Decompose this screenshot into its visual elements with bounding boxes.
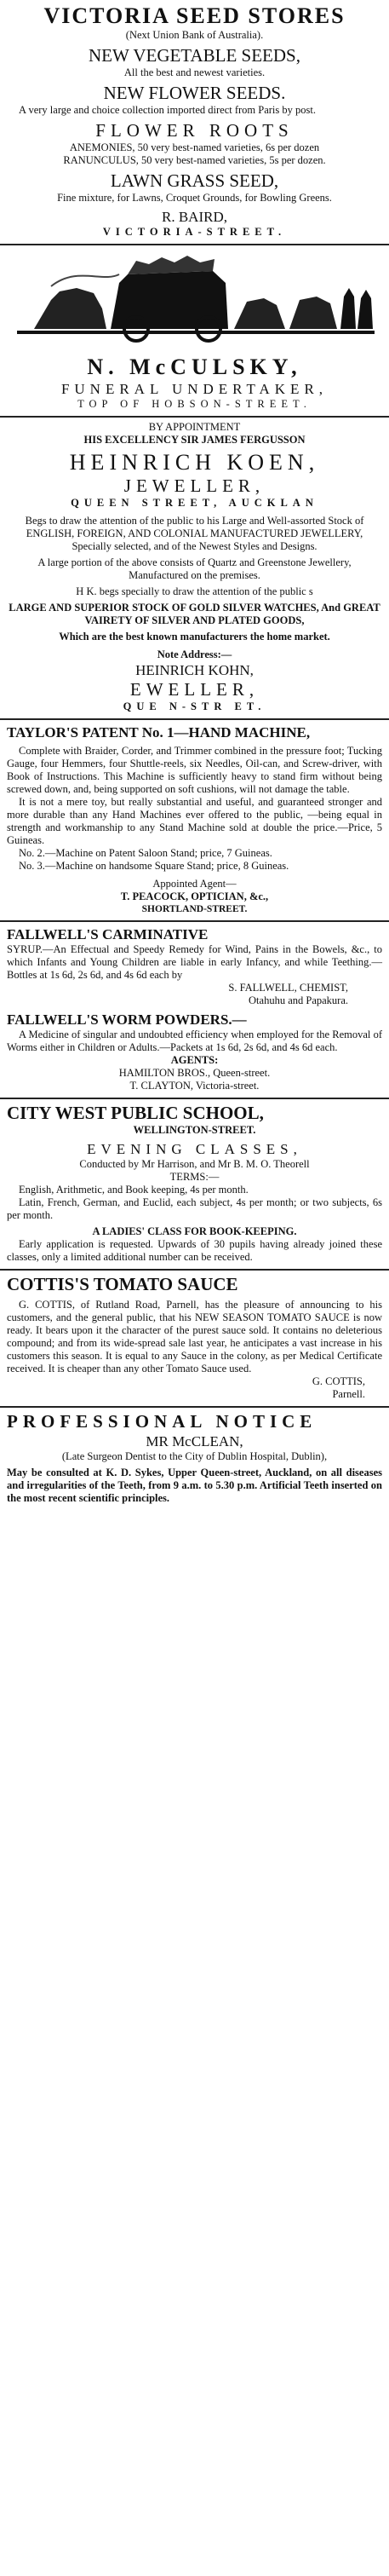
body-text: SYRUP.—An Effectual and Speedy Remedy for Wind, Pains in the Bowels, &c., to which Infants and Young Children are liable in early Infancy, and while Teething.—Bottles at 1s 6d, 2s 6d, and 4s 6d each by bbox=[7, 943, 382, 981]
section-heading: NEW VEGETABLE SEEDS, bbox=[89, 45, 300, 66]
seller-place: Otahuhu and Papakura. bbox=[249, 994, 348, 1006]
ad-title: TAYLOR'S PATENT No. 1—HAND MACHINE, bbox=[7, 724, 311, 741]
agent-label: Appointed Agent— bbox=[152, 878, 237, 890]
body-text: It is not a mere toy, but really substantial and useful, and guaranteed stronger and more durable than any Hand Machines ever offered to the public, —being equal in strength and workmanship to any Stand Machine sold at double the price.—Price, 5 Guineas. bbox=[7, 796, 382, 846]
patron-line: HIS EXCELLENCY SIR JAMES FERGUSSON bbox=[83, 434, 306, 446]
ad-title: CITY WEST PUBLIC SCHOOL, bbox=[7, 1103, 264, 1123]
ad-undertaker bbox=[0, 351, 389, 418]
ad-title: VICTORIA SEED STORES bbox=[43, 3, 346, 28]
ad-trade: JEWELLER, bbox=[123, 475, 266, 496]
ad-taylor-patent bbox=[0, 720, 389, 922]
ad-title: N. McCULSKY, bbox=[87, 354, 302, 379]
section-heading: NEW FLOWER SEEDS. bbox=[103, 83, 286, 103]
body-text: H K. begs specially to draw the attention of the public s bbox=[76, 585, 313, 597]
agent-street: SHORTLAND-STREET. bbox=[141, 904, 248, 914]
body-text: Begs to draw the attention of the public to his Large and Well-assorted Stock of ENGLISH, FOREIGN, AND COLONIAL MANUFACTURED JEWELLERY, Specially selected, and of the Newest Styles and Designs. bbox=[25, 515, 364, 552]
ad-title: HEINRICH KOEN, bbox=[69, 450, 320, 475]
body-text: Which are the best known manufacturers the home market. bbox=[59, 631, 330, 643]
agent-line: HAMILTON BROS., Queen-street. bbox=[118, 1067, 271, 1079]
ad-title: COTTIS'S TOMATO SAUCE bbox=[7, 1274, 238, 1294]
street-address: WELLINGTON-STREET. bbox=[133, 1124, 256, 1136]
section-text: All the best and newest varieties. bbox=[123, 66, 266, 78]
signature-name: G. COTTIS, bbox=[312, 1375, 365, 1387]
body-text: No. 3.—Machine on handsome Square Stand; price, 8 Guineas. bbox=[19, 860, 289, 872]
body-text: Conducted by Mr Harrison, and Mr B. M. O. Theorell bbox=[79, 1158, 310, 1170]
section-heading: FALLWELL'S WORM POWDERS.— bbox=[7, 1011, 247, 1028]
address-trade: EWELLER, bbox=[129, 679, 260, 700]
agent-line: T. CLAYTON, Victoria-street. bbox=[129, 1080, 260, 1092]
ad-title: FALLWELL'S CARMINATIVE bbox=[7, 926, 209, 942]
ad-koen-jeweller bbox=[0, 418, 389, 720]
proprietor-name: R. BAIRD, bbox=[162, 209, 227, 225]
ad-trade: FUNERAL UNDERTAKER, bbox=[60, 381, 329, 397]
address-name: HEINRICH KOHN, bbox=[135, 662, 254, 678]
body-text: Latin, French, German, and Euclid, each subject, 4s per month; or two subjects, 6s per month. bbox=[7, 1196, 382, 1221]
agents-label: AGENTS: bbox=[170, 1054, 219, 1066]
funeral-hearse-woodcut bbox=[0, 249, 389, 348]
section-text: RANUNCULUS, 50 very best-named varieties, 5s per dozen. bbox=[63, 154, 326, 166]
body-text: LARGE AND SUPERIOR STOCK OF GOLD SILVER WATCHES, And GREAT VAIRETY OF SILVER AND PLATED GOODS, bbox=[9, 602, 380, 626]
section-heading: FLOWER ROOTS bbox=[95, 120, 294, 141]
seller-name: S. FALLWELL, CHEMIST, bbox=[228, 982, 348, 994]
practitioner-credentials: (Late Surgeon Dentist to the City of Dublin Hospital, Dublin), bbox=[61, 1450, 328, 1462]
street-address: QUEEN STREET, AUCKLAN bbox=[71, 497, 318, 509]
section-text: ANEMONIES, 50 very best-named varieties, 6s per dozen bbox=[69, 141, 320, 153]
section-heading: EVENING CLASSES, bbox=[87, 1141, 302, 1157]
ad-victoria-seed-stores bbox=[0, 0, 389, 245]
address-street: QUE N-STR ET. bbox=[123, 700, 266, 712]
appointment-line: BY APPOINTMENT bbox=[148, 421, 241, 433]
body-text: No. 2.—Machine on Patent Saloon Stand; price, 7 Guineas. bbox=[19, 847, 272, 859]
body-text: Early application is requested. Upwards of 30 pupils having already joined these classes, only a limited additional number can be received. bbox=[7, 1238, 382, 1263]
signature-place: Parnell. bbox=[332, 1388, 365, 1400]
note-label: Note Address:— bbox=[157, 648, 232, 660]
ad-professional-notice bbox=[0, 1408, 389, 1510]
section-heading: A LADIES' CLASS FOR BOOK-KEEPING. bbox=[92, 1225, 297, 1237]
street-address: TOP OF HOBSON-STREET. bbox=[77, 398, 312, 410]
section-heading: LAWN GRASS SEED, bbox=[110, 170, 279, 191]
ad-fallwell bbox=[0, 922, 389, 1099]
body-text: G. COTTIS, of Rutland Road, Parnell, has the pleasure of announcing to his customers, and the general public, that his NEW SEASON TOMATO SAUCE is now ready. It bears upon it the character of the purest sauce sold. It contains no deleterious compound; and from its wide-spread sale last year, he anticipates a vast increase in his customers this season. It is equal to any Sauce in the colony, as per Medical Certificate received. It is cheaper than any other Tomato Sauce used. bbox=[7, 1299, 382, 1374]
body-text: May be consulted at K. D. Sykes, Upper Queen-street, Auckland, on all diseases and irregularities of the Teeth, from 9 a.m. to 5.30 p.m. Artificial Teeth inserted on the most recent scientific principles. bbox=[7, 1467, 382, 1504]
ad-cottis-sauce bbox=[0, 1271, 389, 1408]
street-address: VICTORIA-STREET. bbox=[102, 226, 287, 238]
ad-subtitle: (Next Union Bank of Australia). bbox=[125, 29, 264, 41]
agent-name: T. PEACOCK, OPTICIAN, &c., bbox=[120, 890, 269, 902]
ad-city-west-school bbox=[0, 1099, 389, 1271]
body-text: Complete with Braider, Corder, and Trimmer combined in the pressure foot; Tucking Gauge, four Hemmers, four Shuttle-reels, six Needles, Oil-can, and Screw-driver, with Book of Instructions. This Machine is sufficiently heavy to stand firm without being screwed down, and, being supported on soft cushions, will not damage the table. bbox=[7, 745, 382, 795]
ad-title: PROFESSIONAL NOTICE bbox=[7, 1411, 317, 1432]
body-text: A Medicine of singular and undoubted efficiency when employed for the Removal of Worms either in Children or Adults.—Packets at 1s 6d, 2s 6d, and 4s 6d each. bbox=[7, 1029, 382, 1053]
body-text: English, Arithmetic, and Book keeping, 4s per month. bbox=[19, 1184, 249, 1196]
terms-label: TERMS:— bbox=[169, 1171, 220, 1183]
section-text: A very large and choice collection imported direct from Paris by post. bbox=[19, 104, 316, 116]
body-text: A large portion of the above consists of Quartz and Greenstone Jewellery, Manufactured on the premises. bbox=[37, 556, 352, 581]
practitioner-name: MR McCLEAN, bbox=[146, 1433, 243, 1449]
section-text: Fine mixture, for Lawns, Croquet Grounds, for Bowling Greens. bbox=[57, 192, 332, 204]
